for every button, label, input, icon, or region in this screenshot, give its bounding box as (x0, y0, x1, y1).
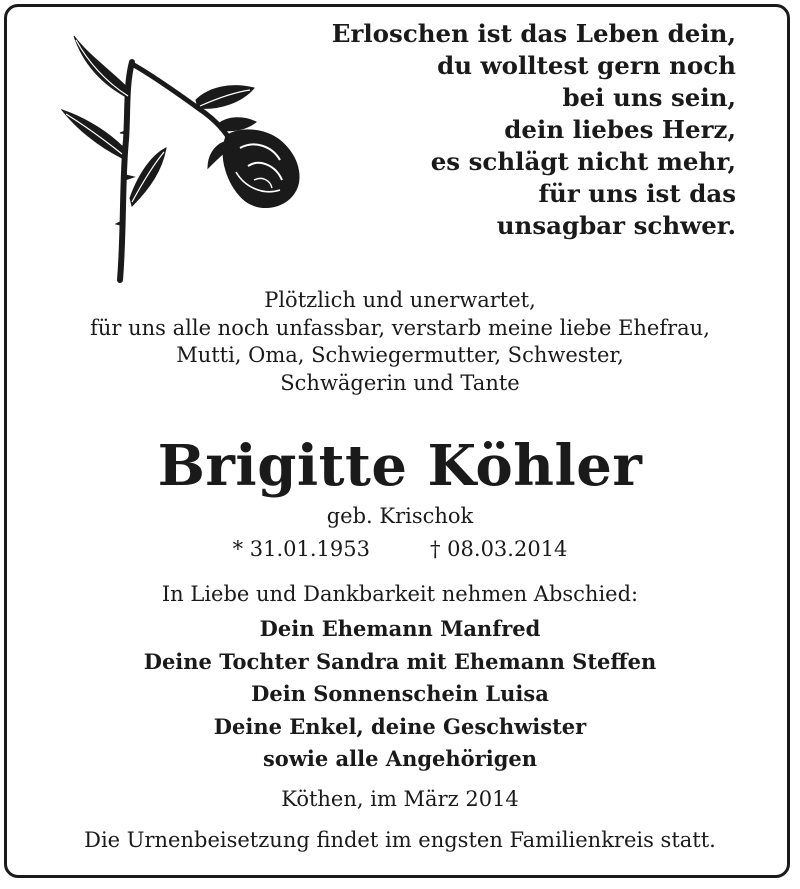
poem-line: Erloschen ist das Leben dein, (331, 19, 736, 48)
birth-name: geb. Krischok (326, 504, 474, 528)
poem-line: unsagbar schwer. (496, 211, 736, 240)
farewell-intro: In Liebe und Dankbarkeit nehmen Abschied: (161, 582, 639, 606)
poem-line: dein liebes Herz, (504, 115, 736, 144)
deceased-name: Brigitte Köhler (157, 433, 643, 499)
place-date: Köthen, im März 2014 (281, 787, 519, 811)
poem-line: bei uns sein, (562, 83, 736, 112)
intro-line: Mutti, Oma, Schwiegermutter, Schwester, (176, 343, 624, 367)
intro-line: Schwägerin und Tante (280, 370, 520, 395)
poem-line: du wolltest gern noch (437, 51, 736, 80)
birth-date: * 31.01.1953 (232, 537, 370, 561)
mourner-line: Deine Tochter Sandra mit Ehemann Steffen (143, 648, 657, 674)
intro-line: Plötzlich und unerwartet, (264, 288, 536, 312)
mourner-line: Dein Sonnenschein Luisa (251, 681, 549, 706)
poem-line: es schlägt nicht mehr, (430, 147, 736, 176)
burial-note: Die Urnenbeisetzung findet im engsten Familienkreis statt. (84, 828, 716, 852)
intro-line: für uns alle noch unfassbar, verstarb meine liebe Ehefrau, (90, 315, 710, 340)
mourner-line: sowie alle Angehörigen (262, 746, 538, 771)
poem-line: für uns ist das (538, 179, 736, 208)
death-date: † 08.03.2014 (430, 537, 568, 561)
mourner-line: Deine Enkel, deine Geschwister (213, 713, 587, 739)
life-dates (0, 536, 800, 563)
mourners-list (0, 613, 800, 776)
poem (296, 18, 736, 242)
mourner-line: Dein Ehemann Manfred (259, 616, 541, 641)
wilted-rose-icon (58, 30, 308, 290)
intro-text (0, 287, 800, 397)
